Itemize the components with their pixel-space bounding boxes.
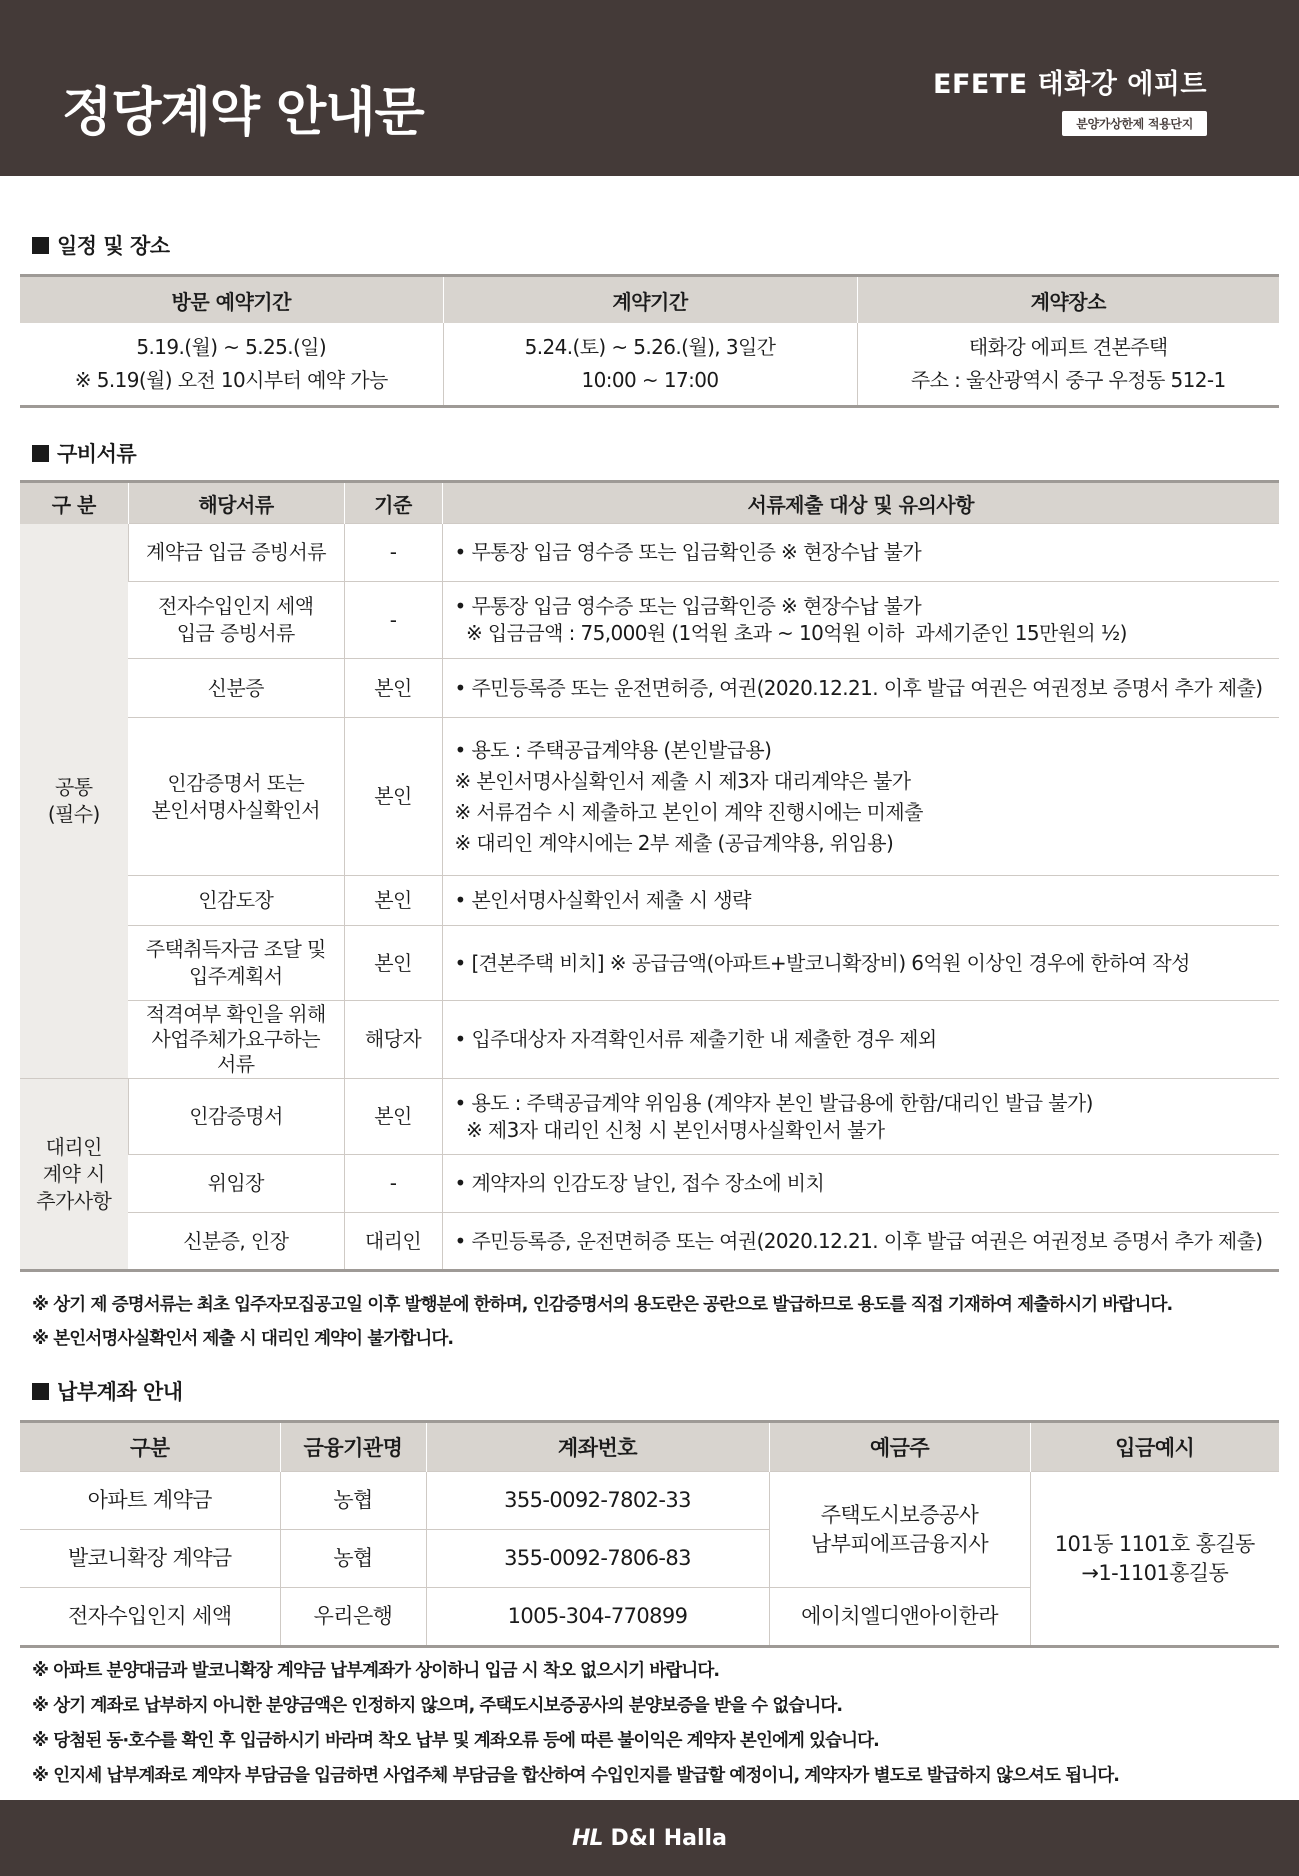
documents-table [20,480,1279,1272]
doc-note-cell: • 본인서명사실확인서 제출 시 생략 [442,876,1279,926]
doc-name-cell: 계약금 입금 증빙서류 [128,524,344,582]
brand-badge: 분양가상한제 적용단지 [1062,111,1207,136]
doc-name-cell: 전자수입인지 세액 입금 증빙서류 [128,582,344,659]
page-title: 정당계약 안내문 [62,83,424,143]
holder-cell: 에이치엘디앤아이한라 [769,1588,1030,1647]
doc-basis-cell: 대리인 [344,1213,442,1271]
doc-basis-cell: 본인 [344,876,442,926]
accounts-table [20,1420,1279,1648]
bank-cell: 우리은행 [280,1588,426,1647]
doc-note-cell: • 주민등록증 또는 운전면허증, 여권(2020.12.21. 이후 발급 여권은 여권정보 증명서 추가 제출) [442,659,1279,718]
brand-name: EFETE 태화강 에피트 [933,69,1207,100]
doc-basis-cell: - [344,582,442,659]
schedule-reservation-cell: 5.19.(월) ~ 5.25.(일) ※ 5.19(월) 오전 10시부터 예약 가능 [74,335,388,392]
doc-note-cell: • 주민등록증, 운전면허증 또는 여권(2020.12.21. 이후 발급 여권은 여권정보 증명서 추가 제출) [442,1213,1279,1271]
holder-cell: 주택도시보증공사 남부피에프금융지사 [769,1472,1030,1588]
bank-cell: 농협 [280,1472,426,1530]
schedule-place-cell: 태화강 에피트 견본주택 주소 : 울산광역시 중구 우정동 512-1 [857,323,1279,407]
footnote: ※ 본인서명사실확인서 제출 시 대리인 계약이 불가합니다. [32,1329,454,1349]
schedule-table [20,274,1279,408]
account-type-cell: 전자수입인지 세액 [20,1588,280,1647]
header-cell: 해당서류 [128,482,344,524]
table-row [20,659,1279,718]
table-row [20,582,1279,659]
doc-name-cell: 주택취득자금 조달 및 입주계획서 [128,926,344,1001]
hl-logo-icon: HL [572,1825,603,1851]
page-footer [0,1800,1299,1876]
schedule-contract-cell: 5.24.(토) ~ 5.26.(월), 3일간 10:00 ~ 17:00 [443,323,857,407]
footnote: ※ 인지세 납부계좌로 계약자 부담금을 입금하면 사업주체 부담금을 합산하여 수입인지를 발급할 예정이니, 계약자가 별도로 발급하지 않으셔도 됩니다. [32,1766,1119,1786]
header-cell: 계약장소 [857,276,1279,324]
doc-note-cell: • 무통장 입금 영수증 또는 입금확인증 ※ 현장수납 불가 [442,524,1279,582]
doc-name-cell: 인감증명서 [128,1079,344,1155]
doc-note-cell: • 용도 : 주택공급계약 위임용 (계약자 본인 발급용에 한함/대리인 발급 불가) ※ 제3자 대리인 신청 시 본인서명사실확인서 불가 [442,1079,1279,1155]
doc-basis-cell: - [344,524,442,582]
table-row [20,1472,1279,1530]
doc-note-cell: • 입주대상자 자격확인서류 제출기한 내 제출한 경우 제외 [442,1001,1279,1079]
account-number-cell: 355-0092-7802-33 [426,1472,769,1530]
section-title-accounts: 납부계좌 안내 [20,1376,1279,1406]
section-title-documents: 구비서류 [20,438,1279,468]
content [0,230,1299,1794]
doc-name-cell: 인감증명서 또는 본인서명사실확인서 [128,718,344,876]
documents-footnotes [20,1288,1279,1356]
doc-name-cell: 위임장 [128,1155,344,1213]
doc-basis-cell: - [344,1155,442,1213]
doc-note-cell: • 계약자의 인감도장 날인, 접수 장소에 비치 [442,1155,1279,1213]
footnote: ※ 상기 계좌로 납부하지 아니한 분양금액은 인정하지 않으며, 주택도시보증공사의 분양보증을 받을 수 없습니다. [32,1696,843,1716]
table-row [20,876,1279,926]
header-cell: 계좌번호 [426,1422,769,1472]
square-bullet-icon [32,445,49,462]
doc-name-cell: 적격여부 확인을 위해 사업주체가요구하는 서류 [128,1001,344,1079]
header-cell: 구 분 [20,482,128,524]
bank-cell: 농협 [280,1530,426,1588]
company-logo-text: D&I Halla [610,1825,727,1851]
account-type-cell: 아파트 계약금 [20,1472,280,1530]
group-common-cell: 공통 (필수) [20,524,128,1079]
doc-basis-cell: 본인 [344,1079,442,1155]
doc-basis-cell: 본인 [344,926,442,1001]
doc-name-cell: 인감도장 [128,876,344,926]
doc-note-cell: • [견본주택 비치] ※ 공급금액(아파트+발코니확장비) 6억원 이상인 경우에 한하여 작성 [442,926,1279,1001]
doc-name-cell: 신분증 [128,659,344,718]
footnote: ※ 당첨된 동·호수를 확인 후 입금하시기 바라며 착오 납부 및 계좌오류 등에 따른 불이익은 계약자 본인에게 있습니다. [32,1731,879,1751]
section-title-schedule: 일정 및 장소 [20,230,1279,260]
doc-note-cell: • 무통장 입금 영수증 또는 입금확인증 ※ 현장수납 불가 ※ 입금금액 : 75,000원 (1억원 초과 ~ 10억원 이하 과세기준인 15만원의 ½) [442,582,1279,659]
deposit-example-cell: 101동 1101호 홍길동 →1-1101홍길동 [1030,1472,1279,1647]
table-row [20,926,1279,1001]
footnote: ※ 상기 제 증명서류는 최초 입주자모집공고일 이후 발행분에 한하며, 인감증명서의 용도란은 공란으로 발급하므로 용도를 직접 기재하여 제출하시기 바랍니다. [32,1295,1173,1315]
accounts-footnotes [20,1654,1279,1794]
table-row [20,524,1279,582]
table-row [20,323,1279,407]
table-row [20,1155,1279,1213]
header-cell: 기준 [344,482,442,524]
account-number-cell: 355-0092-7806-83 [426,1530,769,1588]
page-header [0,0,1299,176]
square-bullet-icon [32,1383,49,1400]
table-header-row [20,276,1279,324]
header-cell: 예금주 [769,1422,1030,1472]
account-type-cell: 발코니확장 계약금 [20,1530,280,1588]
footnote: ※ 아파트 분양대금과 발코니확장 계약금 납부계좌가 상이하니 입금 시 착오 없으시기 바랍니다. [32,1661,720,1681]
doc-basis-cell: 본인 [344,659,442,718]
table-row [20,1001,1279,1079]
brand-logo [933,62,1207,136]
header-cell: 방문 예약기간 [20,276,443,324]
doc-name-cell: 신분증, 인장 [128,1213,344,1271]
doc-basis-cell: 해당자 [344,1001,442,1079]
table-row [20,1079,1279,1155]
table-header-row [20,482,1279,524]
table-header-row [20,1422,1279,1472]
header-cell: 금융기관명 [280,1422,426,1472]
doc-note-cell: • 용도 : 주택공급계약용 (본인발급용) ※ 본인서명사실확인서 제출 시 제3자 대리계약은 불가 ※ 서류검수 시 제출하고 본인이 계약 진행시에는 미제출 ※ 대리인 계약시에는 2부 제출 (공급계약용, 위임용) [442,718,1279,876]
square-bullet-icon [32,237,49,254]
header-cell: 입금예시 [1030,1422,1279,1472]
group-agent-cell: 대리인 계약 시 추가사항 [20,1079,128,1271]
account-number-cell: 1005-304-770899 [426,1588,769,1647]
header-cell: 계약기간 [443,276,857,324]
header-cell: 구분 [20,1422,280,1472]
doc-basis-cell: 본인 [344,718,442,876]
header-cell: 서류제출 대상 및 유의사항 [442,482,1279,524]
table-row [20,1213,1279,1271]
table-row [20,718,1279,876]
